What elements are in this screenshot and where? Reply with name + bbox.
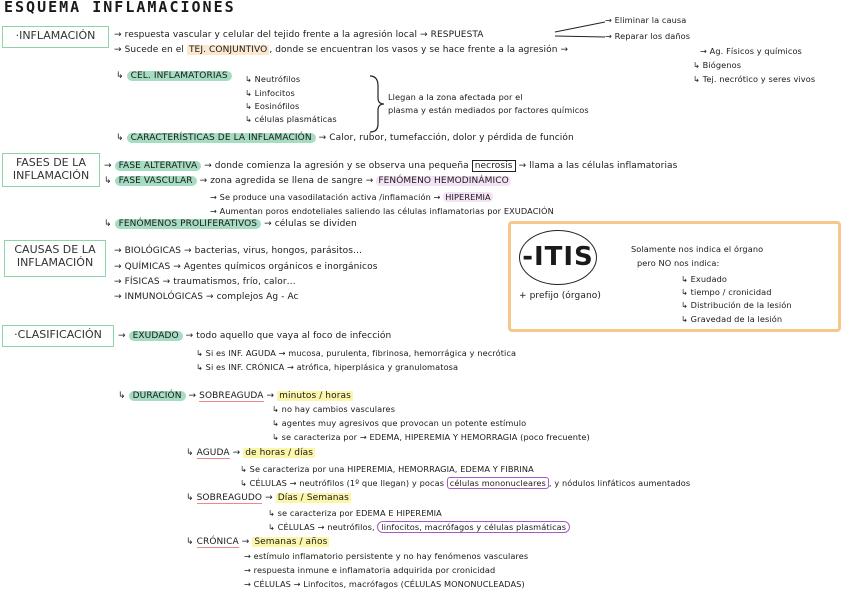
cronica-item: → respuesta inmune e inflamatoria adquirida por cronicidad <box>244 565 496 575</box>
agentes-biogenos: ↳ Biógenos <box>693 60 742 70</box>
aguda-celulas: ↳ CÉLULAS → neutrófilos (1º que llegan) y pocas células mononucleares , y nódulos linfáticos aumentados <box>240 478 691 488</box>
aguda-line: ↳ AGUDA → de horas / días <box>186 448 314 458</box>
itis-prefijo: + prefijo (órgano) <box>519 291 602 301</box>
subaguda-celulas: ↳ CÉLULAS → neutrófilos, linfocitos, macrófagos y células plasmáticas <box>268 522 570 533</box>
section-clasificacion: ·CLASIFICACIÓN <box>2 325 114 347</box>
brace-text-2: plasma y están mediados por factores químicos <box>388 105 589 115</box>
itis-item: ↳ Exudado <box>681 274 727 284</box>
subaguda-item: ↳ se caracteriza por EDEMA E HIPEREMIA <box>268 508 442 518</box>
celula-item: ↳ células plasmáticas <box>245 114 337 124</box>
duracion-line: ↳ DURACIÓN → SOBREAGUDA → minutos / horas <box>118 391 351 401</box>
sobreaguda-item: ↳ agentes muy agresivos que provocan un potente estímulo <box>272 418 527 428</box>
cel-inflamatorias-line: ↳ CEL. INFLAMATORIAS <box>116 71 232 82</box>
causa-item: → QUÍMICAS → Agentes químicos orgánicos e inorgánicos <box>114 262 378 272</box>
section-causas: CAUSAS DE LA INFLAMACIÓN <box>4 240 106 277</box>
exudado-line: → EXUDADO → todo aquello que vaya al foco de infección <box>118 331 392 341</box>
causa-item: → FÍSICAS → traumatismos, frío, calor… <box>114 277 296 287</box>
subaguda-line: ↳ SOBREAGUDO → Días / Semanas <box>186 493 349 503</box>
agentes-fisicos: → Ag. Físicos y químicos <box>700 46 802 56</box>
exudado-cronica: ↳ Si es INF. CRÓNICA → atrófica, hiperplásica y granulomatosa <box>196 362 459 372</box>
itis-item: ↳ tiempo / cronicidad <box>681 287 772 297</box>
exudado-aguda: ↳ Si es INF. AGUDA → mucosa, purulenta, fibrinosa, hemorrágica y necrótica <box>196 348 517 358</box>
celula-item: ↳ Eosinófilos <box>245 101 300 111</box>
itis-item: ↳ Distribución de la lesión <box>681 300 792 310</box>
sobreaguda-item: ↳ se caracteriza por → EDEMA, HIPEREMIA Y HEMORRAGIA (poco frecuente) <box>272 432 590 442</box>
page-title: ESQUEMA INFLAMACIONES <box>4 0 236 16</box>
sobreaguda-item: ↳ no hay cambios vasculares <box>272 404 396 414</box>
cronica-item: → CÉLULAS → Linfocitos, macrófagos (CÉLULAS MONONUCLEADAS) <box>244 579 525 589</box>
fase-vascular-line: ↳ FASE VASCULAR → zona agredida se llena de sangre → FENÓMENO HEMODINÁMICO <box>104 176 509 186</box>
itis-line2: pero NO nos indica: <box>637 258 720 268</box>
eliminar-causa: → Eliminar la causa <box>605 15 687 25</box>
causa-item: → BIOLÓGICAS → bacterias, virus, hongos, parásitos… <box>114 246 363 256</box>
section-inflamacion: ·INFLAMACIÓN <box>2 26 109 48</box>
cronica-item: → estímulo inflamatorio persistente y no hay fenómenos vasculares <box>244 551 529 561</box>
celula-item: ↳ Linfocitos <box>245 88 295 98</box>
itis-card <box>508 221 841 332</box>
causa-item: → INMUNOLÓGICAS → complejos Ag - Ac <box>114 292 299 302</box>
itis-item: ↳ Gravedad de la lesión <box>681 314 783 324</box>
aguda-item: ↳ Se caracteriza por una HIPEREMIA, HEMORRAGIA, EDEMA Y FIBRINA <box>240 464 534 474</box>
fase-alterativa-line: → FASE ALTERATIVA → donde comienza la agresión y se observa una pequeña necrosis → llama a las células inflamatorias <box>104 161 678 171</box>
caracteristicas-line: ↳ CARACTERÍSTICAS DE LA INFLAMACIÓN → Calor, rubor, tumefacción, dolor y pérdida de función <box>116 133 574 143</box>
celula-item: ↳ Neutrófilos <box>245 74 301 84</box>
tejido-conjuntivo-line: → Sucede en el TEJ. CONJUNTIVO , donde se encuentran los vasos y se hace frente a la agresión → <box>114 45 569 55</box>
reparar-danos: → Reparar los daños <box>605 31 691 41</box>
fenomenos-proliferativos-line: ↳ FENÓMENOS PROLIFERATIVOS → células se dividen <box>104 219 357 229</box>
agentes-necrotico: ↳ Tej. necrótico y seres vivos <box>693 74 816 84</box>
section-fases: FASES DE LA INFLAMACIÓN <box>2 153 100 187</box>
fase-vascular-2: → Se produce una vasodilatación activa /inflamación → HIPEREMIA <box>210 192 491 202</box>
fase-vascular-3: → Aumentan poros endoteliales saliendo las células inflamatorias por EXUDACIÓN <box>210 206 554 216</box>
cronica-line: ↳ CRÓNICA → Semanas / años <box>186 537 328 547</box>
itis-word: -ITIS <box>519 230 597 285</box>
inflamacion-definition: → respuesta vascular y celular del tejido frente a la agresión local → RESPUESTA <box>114 30 484 40</box>
brace-text-1: Llegan a la zona afectada por el <box>388 92 523 102</box>
itis-line1: Solamente nos indica el órgano <box>631 244 764 254</box>
